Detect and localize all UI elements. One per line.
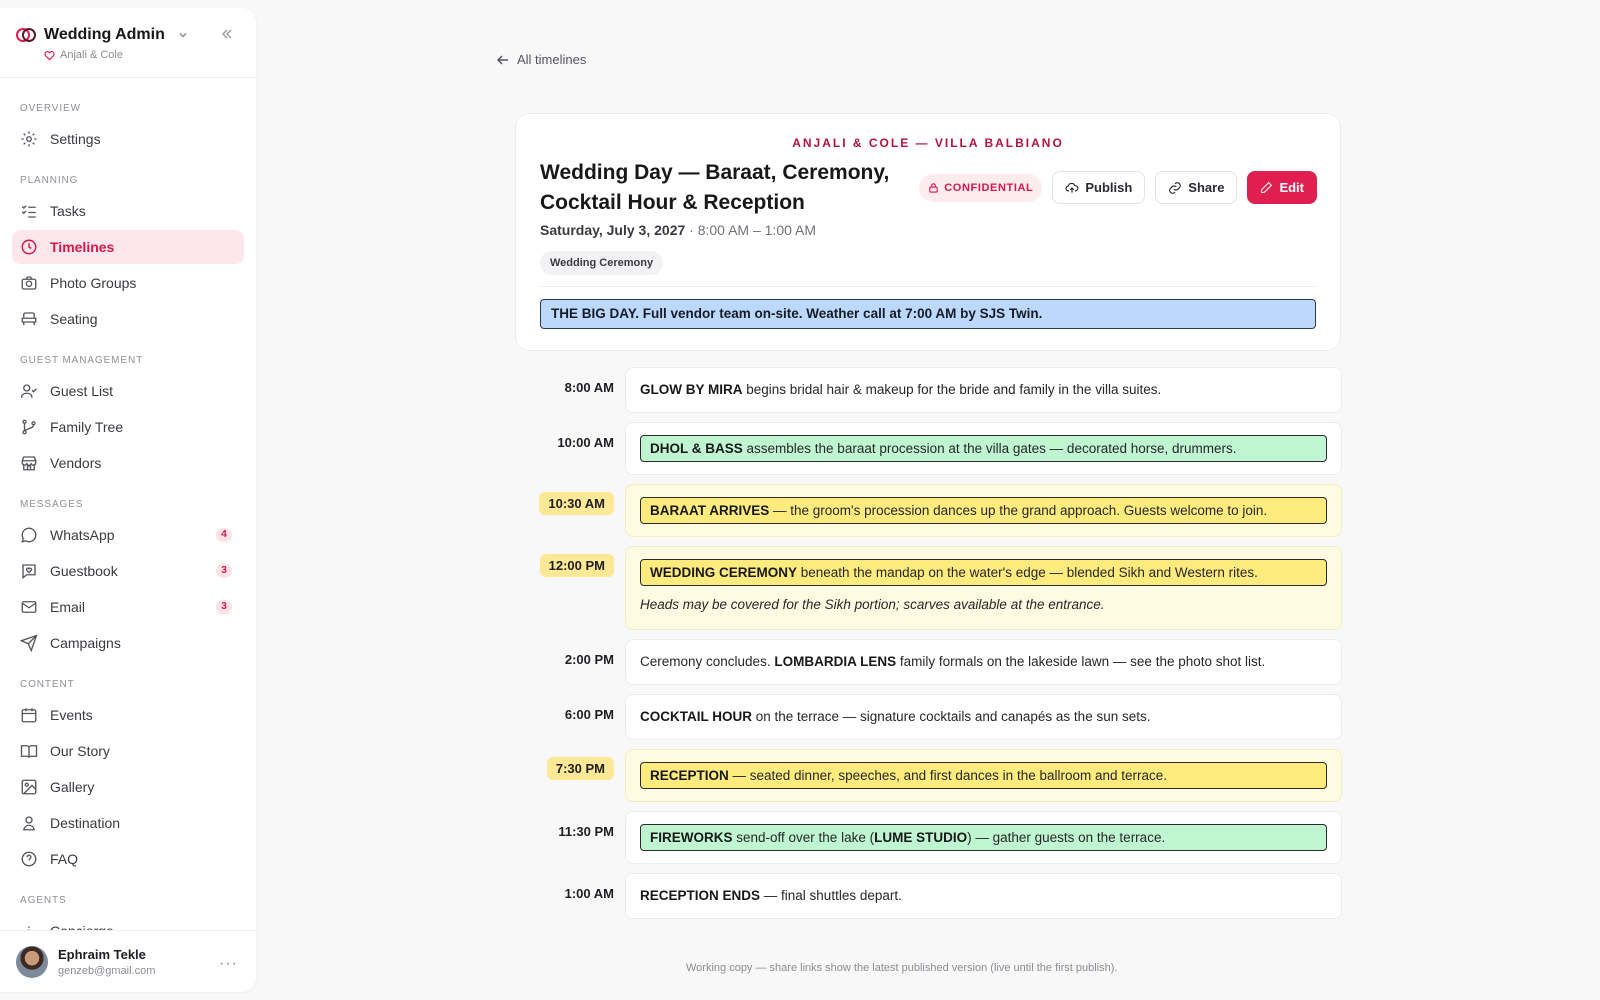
entry-text: — the groom's procession dances up the grand approach. Guests welcome to join. (769, 503, 1268, 518)
mail-icon (20, 598, 38, 616)
timeline-time: 6:00 PM (564, 707, 614, 722)
timeline-entry (625, 422, 1342, 475)
event-name: WEDDING CEREMONY (650, 565, 798, 580)
timeline-row[interactable] (520, 811, 1342, 864)
share-button[interactable] (1155, 171, 1237, 204)
event-name: BARAAT ARRIVES (650, 503, 770, 518)
entry-text: family formals on the lakeside lawn — see the photo shot list. (896, 654, 1266, 669)
sidebar-item-faq[interactable] (12, 842, 244, 876)
footer-note: Working copy — share links show the latest published version (live until the first publish). (686, 962, 1118, 974)
edit-button[interactable] (1247, 171, 1317, 204)
user-name: Ephraim Tekle (58, 946, 146, 962)
timeline-row[interactable] (520, 484, 1342, 537)
entry-text: — final shuttles depart. (760, 888, 902, 903)
section-content: CONTENT (20, 679, 75, 690)
couple-name-text: Anjali & Cole (60, 49, 123, 61)
sidebar-item-seating[interactable] (12, 302, 244, 336)
sidebar-item-label: Destination (50, 815, 121, 831)
entry-text: begins bridal hair & makeup for the bride and family in the villa suites. (742, 382, 1162, 397)
section-overview: OVERVIEW (20, 103, 81, 114)
link-icon (1168, 181, 1182, 195)
announcement-banner: THE BIG DAY. Full vendor team on-site. Weather call at 7:00 AM by SJS Twin. (540, 299, 1316, 329)
chat-bubble-icon (20, 526, 38, 544)
timeline-list (520, 367, 1342, 928)
highlight-yellow (640, 762, 1327, 789)
clock-icon (20, 238, 38, 256)
entry-text: ) — gather guests on the terrace. (967, 830, 1166, 845)
highlight-yellow (640, 497, 1327, 524)
entry-text: Ceremony concludes. (640, 654, 775, 669)
timeline-header-card (515, 113, 1341, 351)
page-title: Wedding Day — Baraat, Ceremony, Cocktail Hour & Reception (540, 161, 890, 214)
sidebar-item-family-tree[interactable] (12, 410, 244, 444)
sidebar-item-vendors[interactable] (12, 446, 244, 480)
timeline-entry (625, 484, 1342, 537)
section-planning: PLANNING (20, 175, 79, 186)
confidential-label: CONFIDENTIAL (944, 181, 1034, 194)
sidebar-nav (0, 78, 256, 948)
sidebar-item-gallery[interactable] (12, 770, 244, 804)
sidebar-item-label: Photo Groups (50, 275, 137, 291)
timeline-row[interactable] (520, 422, 1342, 475)
sidebar-item-timelines[interactable] (12, 230, 244, 264)
user-footer[interactable] (0, 930, 256, 992)
sidebar-item-label: Events (50, 707, 93, 723)
edit-label: Edit (1279, 180, 1304, 195)
entry-note: Heads may be covered for the Sikh portion; scarves available at the entrance. (640, 597, 1105, 612)
app-title: Wedding Admin (44, 26, 165, 43)
sidebar-item-label: Guestbook (50, 563, 118, 579)
unread-badge: 4 (216, 528, 232, 542)
entry-text: on the terrace — signature cocktails and canapés as the sun sets. (752, 709, 1151, 724)
section-messages: MESSAGES (20, 499, 84, 510)
timeline-entry (625, 639, 1342, 685)
heart-icon (44, 50, 55, 61)
sidebar-item-label: Vendors (50, 455, 102, 471)
vendor-name: DHOL & BASS (650, 441, 743, 456)
timeline-entry (625, 873, 1342, 919)
vendor-name: LUME STUDIO (874, 830, 968, 845)
event-name: RECEPTION (650, 768, 729, 783)
back-link-label: All timelines (517, 52, 587, 67)
event-date-text: Saturday, July 3, 2027 (540, 222, 686, 238)
user-email: genzeb@gmail.com (58, 964, 156, 977)
timeline-row[interactable] (520, 873, 1342, 919)
timeline-time: 12:00 PM (540, 554, 614, 577)
sidebar-item-settings[interactable] (12, 122, 244, 156)
timeline-time: 11:30 PM (558, 824, 614, 839)
timeline-entry (625, 367, 1342, 413)
divider (540, 286, 1316, 287)
timeline-entry (625, 694, 1342, 740)
event-name: COCKTAIL HOUR (640, 709, 752, 724)
highlight-green (640, 435, 1327, 462)
brand[interactable] (16, 26, 189, 44)
sidebar-item-label: Our Story (50, 743, 110, 759)
user-info (58, 947, 155, 977)
highlight-green (640, 824, 1327, 851)
timeline-entry (625, 546, 1342, 630)
sidebar-item-label: Guest List (50, 383, 114, 399)
entry-text: assembles the baraat procession at the villa gates — decorated horse, drummers. (742, 441, 1237, 456)
calendar-icon (20, 706, 38, 724)
event-date (540, 222, 816, 238)
entry-text: — seated dinner, speeches, and first dances in the ballroom and terrace. (728, 768, 1168, 783)
avatar (16, 946, 48, 978)
sidebar-item-tasks[interactable] (12, 194, 244, 228)
cloud-upload-icon (1065, 181, 1079, 195)
section-agents: AGENTS (20, 895, 67, 906)
chevron-down-icon[interactable] (177, 29, 189, 41)
timeline-row[interactable] (520, 367, 1342, 413)
lock-icon (928, 182, 939, 193)
checklist-icon (20, 202, 38, 220)
timeline-entry (625, 811, 1342, 864)
timeline-time: 8:00 AM (564, 380, 614, 395)
sidebar-item-label: Campaigns (50, 635, 121, 651)
vendor-name: LOMBARDIA LENS (774, 654, 897, 669)
rings-logo-icon (16, 27, 36, 43)
unread-badge: 3 (216, 564, 232, 578)
confidential-badge (919, 174, 1042, 202)
timeline-row[interactable] (520, 639, 1342, 685)
sidebar-header (0, 8, 256, 78)
sidebar-item-photo-groups[interactable] (12, 266, 244, 300)
sidebar-item-label: WhatsApp (50, 527, 115, 543)
sidebar-item-email[interactable] (12, 590, 244, 624)
event-tag[interactable]: Wedding Ceremony (540, 251, 663, 275)
sidebar-item-label: Settings (50, 131, 101, 147)
store-icon (20, 454, 38, 472)
book-open-icon (20, 742, 38, 760)
sidebar-item-label: Seating (50, 311, 98, 327)
help-circle-icon (20, 850, 38, 868)
sidebar-item-our-story[interactable] (12, 734, 244, 768)
send-icon (20, 634, 38, 652)
timeline-time: 10:00 AM (557, 435, 614, 450)
event-eyebrow: ANJALI & COLE — VILLA BALBIANO (792, 136, 1064, 150)
entry-text: beneath the mandap on the water's edge — blended Sikh and Western rites. (797, 565, 1258, 580)
timeline-time: 10:30 AM (539, 492, 614, 515)
sidebar-item-label: Timelines (50, 239, 115, 255)
back-link[interactable] (496, 52, 586, 67)
collapse-sidebar-icon[interactable] (220, 27, 234, 41)
sidebar-item-label: FAQ (50, 851, 79, 867)
timeline-entry (625, 749, 1342, 802)
git-branch-icon (20, 418, 38, 436)
vendor-name: GLOW BY MIRA (640, 382, 743, 397)
gear-icon (20, 130, 38, 148)
event-name: FIREWORKS (650, 830, 733, 845)
section-guest-management: GUEST MANAGEMENT (20, 355, 144, 366)
entry-text: send-off over the lake ( (732, 830, 875, 845)
timeline-time: 1:00 AM (564, 886, 614, 901)
header-actions (919, 171, 1317, 204)
sidebar-item-destination[interactable] (12, 806, 244, 840)
timeline-time: 2:00 PM (564, 652, 614, 667)
more-horizontal-icon[interactable]: ··· (219, 955, 238, 972)
couple-name (44, 49, 123, 61)
share-label: Share (1188, 180, 1225, 195)
publish-button[interactable] (1052, 171, 1145, 204)
timeline-row[interactable] (520, 749, 1342, 802)
timeline-row[interactable] (520, 694, 1342, 740)
sidebar-item-campaigns[interactable] (12, 626, 244, 660)
sidebar-item-label: Family Tree (50, 419, 124, 435)
timeline-time: 7:30 PM (547, 757, 614, 780)
image-icon (20, 778, 38, 796)
timeline-row[interactable] (520, 546, 1342, 630)
sidebar-item-label: Gallery (50, 779, 95, 795)
sidebar-item-events[interactable] (12, 698, 244, 732)
event-name: RECEPTION ENDS (640, 888, 761, 903)
event-time-range: · 8:00 AM – 1:00 AM (689, 222, 817, 238)
arrow-left-icon (496, 53, 510, 67)
sidebar-item-label: Email (50, 599, 86, 615)
sidebar-item-whatsapp[interactable] (12, 518, 244, 552)
pencil-icon (1260, 181, 1273, 194)
seat-icon (20, 310, 38, 328)
publish-label: Publish (1085, 180, 1133, 195)
unread-badge: 3 (216, 600, 232, 614)
map-pin-icon (20, 814, 38, 832)
sidebar-item-guest-list[interactable] (12, 374, 244, 408)
sidebar (0, 8, 256, 992)
camera-icon (20, 274, 38, 292)
sidebar-item-guestbook[interactable] (12, 554, 244, 588)
message-heart-icon (20, 562, 38, 580)
sidebar-item-label: Tasks (50, 203, 86, 219)
user-check-icon (20, 382, 38, 400)
highlight-yellow (640, 559, 1327, 586)
